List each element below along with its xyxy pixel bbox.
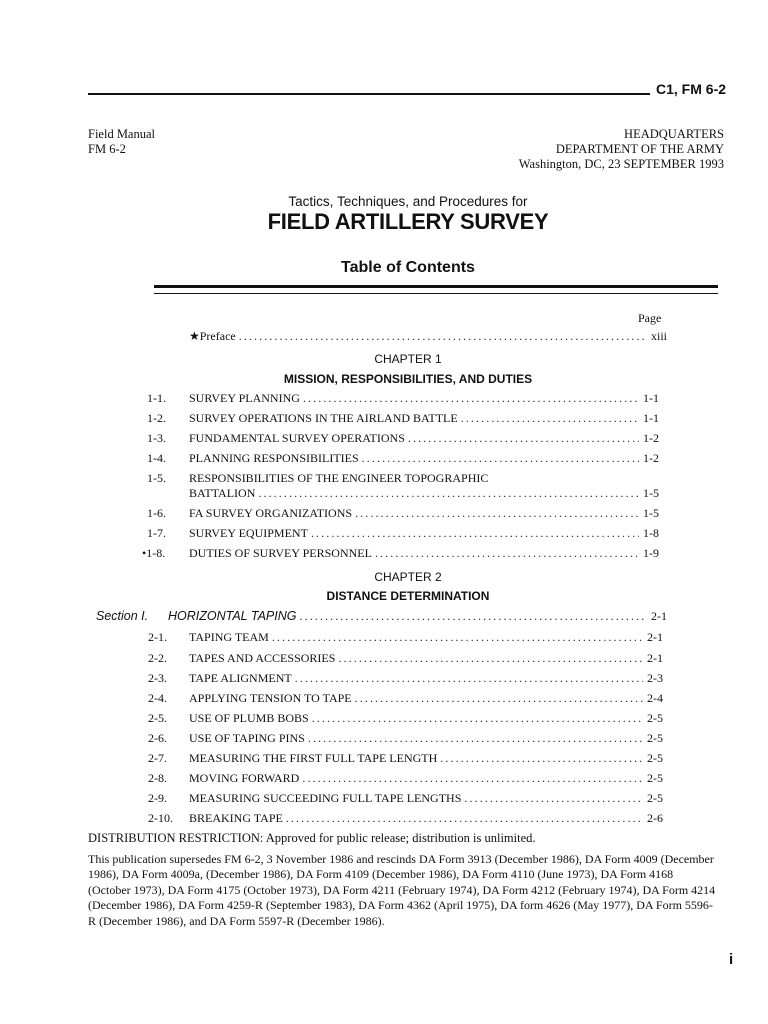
toc-entry-title: PLANNING RESPONSIBILITIES — [189, 451, 359, 465]
toc-entry[interactable] — [148, 711, 663, 726]
fm-number: FM 6-2 — [88, 142, 126, 156]
toc-entry-title: MOVING FORWARD — [189, 771, 300, 785]
toc-entry-number: 1-1. — [147, 391, 166, 405]
dot-leader — [311, 526, 639, 541]
dot-leader — [295, 671, 643, 686]
toc-entry-page: 2-6 — [647, 811, 663, 825]
dot-leader — [362, 451, 639, 466]
toc-entry-title: SURVEY OPERATIONS IN THE AIRLAND BATTLE — [189, 411, 458, 425]
dot-leader — [464, 791, 643, 806]
toc-entry[interactable] — [147, 506, 659, 521]
toc-entry-page: 2-1 — [647, 630, 663, 644]
toc-entry-page: 2-5 — [647, 711, 663, 725]
chapter-number: CHAPTER 2 — [374, 570, 442, 584]
toc-entry[interactable] — [147, 431, 659, 446]
toc-entry-number: 2-4. — [148, 691, 167, 705]
department-label: DEPARTMENT OF THE ARMY — [555, 142, 724, 156]
toc-entry-page: 2-4 — [647, 691, 663, 705]
chapter-title: MISSION, RESPONSIBILITIES, AND DUTIES — [283, 372, 533, 386]
toc-entry-title: RESPONSIBILITIES OF THE ENGINEER TOPOGRAPHIC — [189, 471, 489, 485]
toc-entry[interactable] — [148, 651, 663, 666]
dot-leader — [286, 811, 643, 826]
toc-entry-page: 1-5 — [643, 506, 659, 520]
toc-entry[interactable] — [148, 671, 663, 686]
toc-entry-page: 1-2 — [643, 451, 659, 465]
toc-entry-page: 2-1 — [651, 609, 667, 623]
header-rule — [88, 93, 650, 95]
dot-leader — [303, 391, 639, 406]
toc-entry-number: 2-3. — [148, 671, 167, 685]
toc-entry[interactable] — [148, 731, 663, 746]
section-label: Section I. — [96, 609, 149, 623]
toc-entry-page: 1-9 — [643, 546, 659, 560]
toc-entry-number: 1-3. — [147, 431, 166, 445]
toc-entry-number: 2-6. — [148, 731, 167, 745]
toc-entry-number: 2-8. — [148, 771, 167, 785]
toc-entry-title: MEASURING SUCCEEDING FULL TAPE LENGTHS — [189, 791, 462, 805]
distribution-restriction: DISTRIBUTION RESTRICTION: Approved for public release; distribution is unlimited. — [88, 831, 536, 845]
document-title: FIELD ARTILLERY SURVEY — [267, 209, 549, 234]
toc-entry-number: 2-5. — [148, 711, 167, 725]
headquarters-label: HEADQUARTERS — [624, 127, 724, 141]
manual-designation — [88, 127, 155, 157]
toc-section-entry[interactable] — [96, 609, 667, 624]
section-title: HORIZONTAL TAPING — [168, 609, 297, 623]
dot-leader — [300, 609, 648, 624]
toc-entry-page: 2-5 — [647, 771, 663, 785]
toc-entry-page: 2-5 — [647, 731, 663, 745]
toc-entry-title: DUTIES OF SURVEY PERSONNEL — [189, 546, 372, 560]
chapter-title: DISTANCE DETERMINATION — [326, 589, 490, 603]
toc-entry-title: TAPE ALIGNMENT — [189, 671, 292, 685]
toc-entry-preface[interactable] — [189, 329, 667, 344]
dot-leader — [408, 431, 639, 446]
toc-entry[interactable] — [148, 811, 663, 826]
issuing-authority — [519, 127, 724, 172]
toc-entry-page: 1-1 — [643, 411, 659, 425]
toc-entry-title: ★Preface — [189, 329, 236, 343]
toc-entry-title: FUNDAMENTAL SURVEY OPERATIONS — [189, 431, 405, 445]
toc-rule-thick — [154, 285, 718, 288]
toc-entry[interactable] — [147, 526, 659, 541]
toc-entry-title: TAPING TEAM — [189, 630, 269, 644]
toc-entry-page: 2-5 — [647, 791, 663, 805]
supersedes-note: This publication supersedes FM 6-2, 3 November 1986 and rescinds DA Form 3913 (December 1986), DA Form 4009 (December 1986), DA Form 4009a, (December 1986), DA Form 4109 (December 1986), DA Form 4110 (June 1973), DA Form 4168 (October 1973), DA Form 4175 (October 1973), DA Form 4211 (February 1974), DA Form 4212 (February 1974), DA Form 4214 (December 1986), DA Form 4259-R (September 1983), DA Form 4362 (April 1975), DA form 4626 (May 1977), DA Form 5596-R (December 1986), and DA Form 5597-R (December 1986). — [88, 852, 716, 928]
toc-entry[interactable] — [142, 546, 659, 561]
dot-leader — [461, 411, 639, 426]
dot-leader — [375, 546, 639, 561]
toc-entry-title-continued: BATTALION — [189, 486, 256, 500]
toc-entry-line2[interactable] — [189, 486, 659, 501]
toc-entry-page: 2-1 — [647, 651, 663, 665]
toc-entry-number: 2-2. — [148, 651, 167, 665]
toc-entry-page: 1-8 — [643, 526, 659, 540]
toc-entry-title: USE OF PLUMB BOBS — [189, 711, 309, 725]
toc-entry-page: xiii — [650, 329, 667, 343]
toc-entry-number: 2-10. — [148, 811, 173, 825]
toc-entry-title: MEASURING THE FIRST FULL TAPE LENGTH — [189, 751, 438, 765]
toc-entry-number: 2-1. — [148, 630, 167, 644]
toc-entry-page: 2-5 — [647, 751, 663, 765]
toc-entry-title: FA SURVEY ORGANIZATIONS — [189, 506, 353, 520]
field-manual-label: Field Manual — [88, 127, 156, 141]
dot-leader — [308, 731, 643, 746]
toc-entry-title: APPLYING TENSION TO TAPE — [189, 691, 352, 705]
change-id: C1, FM 6-2 — [656, 81, 727, 97]
toc-entry-page: 1-1 — [643, 391, 659, 405]
toc-entry-page: 1-2 — [643, 431, 659, 445]
toc-entry-number: 2-9. — [148, 791, 167, 805]
page-column-label: Page — [638, 311, 662, 325]
toc-entry-number: 1-4. — [147, 451, 166, 465]
chapter-number: CHAPTER 1 — [374, 352, 442, 366]
dot-leader — [440, 751, 643, 766]
toc-entry-number: •1-8. — [142, 546, 166, 560]
toc-entry-title: BREAKING TAPE — [189, 811, 283, 825]
toc-entry[interactable] — [147, 451, 659, 466]
toc-entry-title: SURVEY EQUIPMENT — [189, 526, 308, 540]
toc-entry[interactable] — [147, 411, 659, 426]
toc-entry-title: TAPES AND ACCESSORIES — [189, 651, 336, 665]
toc-entry-page: 2-3 — [647, 671, 663, 685]
dot-leader — [312, 711, 643, 726]
toc-entry-number: 1-6. — [147, 506, 166, 520]
toc-entry[interactable] — [148, 771, 663, 786]
toc-entry-title: SURVEY PLANNING — [189, 391, 300, 405]
toc-entry[interactable] — [148, 691, 663, 706]
toc-entry[interactable] — [148, 751, 663, 766]
dot-leader — [258, 486, 639, 501]
toc-entry[interactable] — [148, 630, 663, 645]
issue-date: Washington, DC, 23 SEPTEMBER 1993 — [518, 157, 724, 171]
toc-entry-number: 1-5. — [147, 471, 166, 485]
dot-leader — [355, 506, 639, 521]
dot-leader — [338, 651, 643, 666]
page-number: i — [729, 951, 734, 968]
toc-rule-thin — [154, 293, 718, 294]
dot-leader — [302, 771, 643, 786]
dot-leader — [272, 630, 643, 645]
toc-entry-title: USE OF TAPING PINS — [189, 731, 305, 745]
toc-heading: Table of Contents — [341, 259, 475, 276]
toc-entry[interactable] — [148, 791, 663, 806]
document-subtitle: Tactics, Techniques, and Procedures for — [288, 194, 528, 209]
toc-entry[interactable] — [147, 391, 659, 406]
toc-entry-number: 1-2. — [147, 411, 166, 425]
dot-leader — [355, 691, 643, 706]
toc-entry-number: 2-7. — [148, 751, 167, 765]
toc-entry-line1[interactable] — [147, 471, 659, 486]
toc-entry-number: 1-7. — [147, 526, 166, 540]
dot-leader — [239, 329, 647, 344]
toc-entry-page: 1-5 — [643, 486, 659, 500]
